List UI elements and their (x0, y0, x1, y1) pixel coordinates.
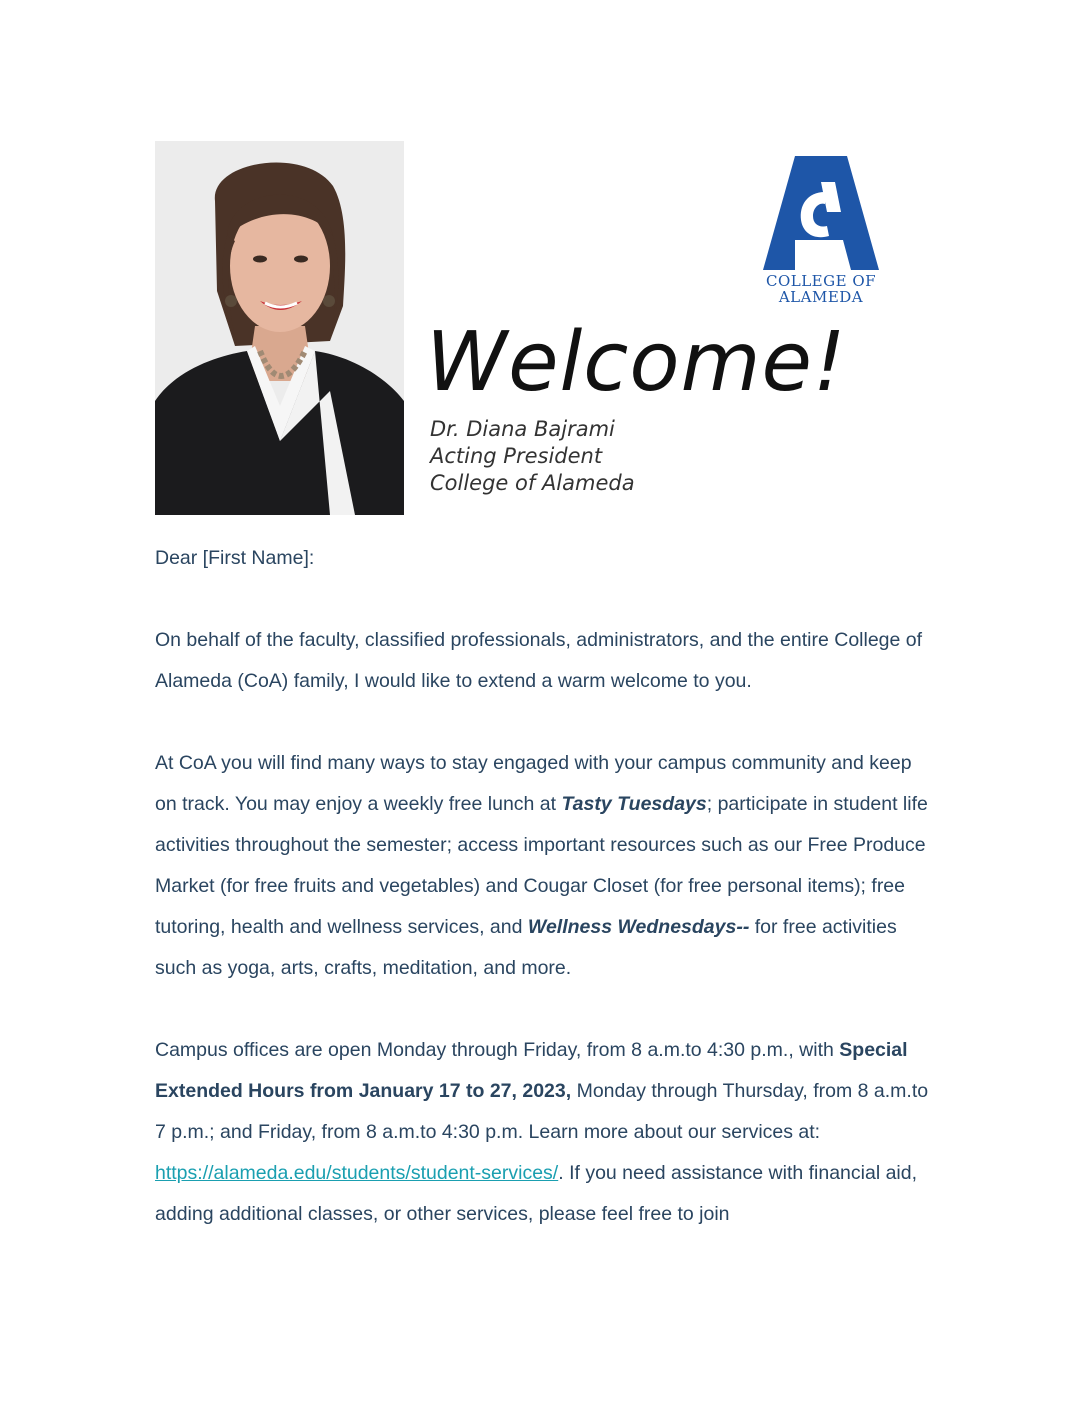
signature-block (430, 416, 635, 497)
letter-body (155, 538, 935, 1276)
salutation: Dear [First Name]: (155, 547, 315, 569)
signature-org: College of Alameda (430, 471, 635, 495)
logo-text-line2: ALAMEDA (778, 288, 864, 306)
student-services-link[interactable]: https://alameda.edu/students/student-services/ (155, 1162, 559, 1184)
portrait-illustration (155, 141, 404, 515)
engagement-text-a: At CoA you will find many ways to stay engaged with your campus community and keep on track. You may enjoy a weekly free lunch at (155, 752, 912, 815)
logo-text-line1: COLLEGE OF (765, 272, 877, 290)
paragraph-engagement (155, 743, 935, 989)
college-a-logo-icon (755, 152, 887, 276)
portrait-photo (155, 141, 404, 515)
college-logo (755, 152, 887, 312)
paragraph-hours (155, 1030, 935, 1235)
engagement-text-e: for free activities such as yoga, arts, crafts, meditation, and more. (155, 916, 897, 979)
signature-title: Acting President (430, 444, 603, 468)
extended-hours-emphasis: Special Extended Hours from January 17 to 27, 2023, (155, 1039, 908, 1102)
tasty-tuesdays-emphasis: Tasty Tuesdays (561, 793, 707, 815)
hours-text-d: . If you need assistance with financial aid, adding additional classes, or other services, please feel free to join (155, 1162, 918, 1225)
hours-text-c: Monday through Thursday, from 8 a.m.to 7 p.m.; and Friday, from 8 a.m.to 4:30 p.m. Learn more about our services at: (155, 1080, 929, 1143)
signature-name: Dr. Diana Bajrami (430, 417, 615, 441)
paragraph-welcome: On behalf of the faculty, classified professionals, administrators, and the entire College of Alameda (CoA) family, I would like to extend a warm welcome to you. (155, 629, 923, 692)
welcome-heading: Welcome! (426, 315, 847, 410)
engagement-text-c: ; participate in student life activities throughout the semester; access important resources such as our Free Produce Market (for free fruits and vegetables) and Cougar Closet (for free personal items); free tutoring, health and wellness services, and (155, 793, 928, 938)
hours-text-a: Campus offices are open Monday through Friday, from 8 a.m.to 4:30 p.m., with (155, 1039, 840, 1061)
wellness-wednesdays-emphasis: Wellness Wednesdays-- (527, 916, 750, 938)
